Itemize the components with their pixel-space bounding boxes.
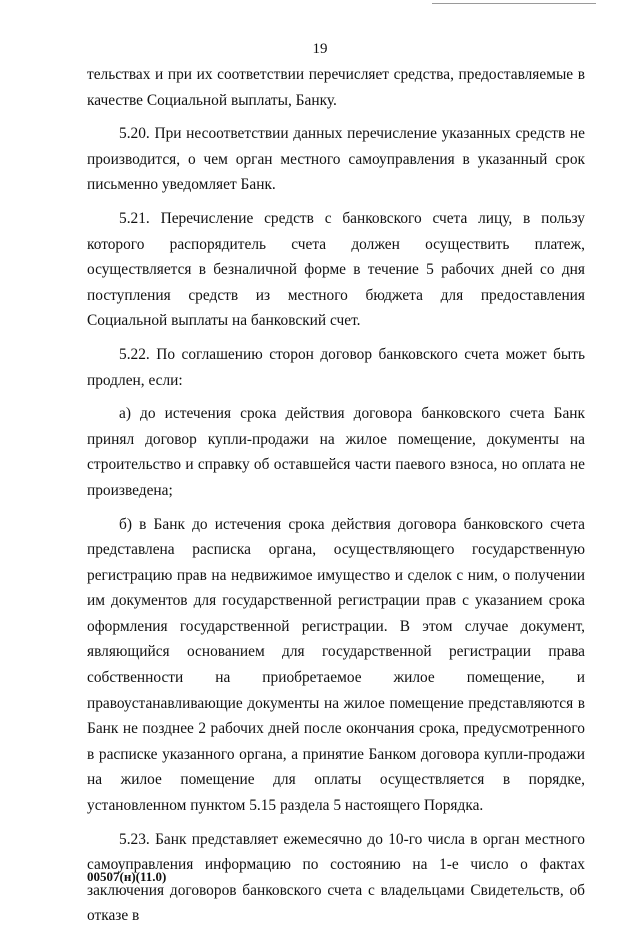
paragraph-5-22-b: б) в Банк до истечения срока действия договора банковского счета представлена расписка органа, осуществляющего государственную регистрацию прав на недвижимое имущество и сделок с ним, о получении им документов для государственной регистрации прав с указанием срока оформления государственной регистрации. В этом случае документ, являющийся основанием для государственной регистрации права собственности на приобретаемое жилое помещение, и правоустанавливающие документы на жилое помещение представляются в Банк не позднее 2 рабочих дней после окончания срока, предусмотренного в расписке указанного органа, а принятие Банком договора купли-продажи на жилое помещение для оплаты осуществляется в порядке, установленном пунктом 5.15 раздела 5 настоящего Порядка.: [87, 515, 585, 815]
paragraph-5-22-a: а) до истечения срока действия договора банковского счета Банк принял договор купли-продажи на жилое помещение, документы на строительство и справку об оставшейся части паевого взноса, но оплата не произведена;: [87, 405, 585, 499]
paragraph-continuation: тельствах и при их соответствии перечисляет средства, предоставляемые в качестве Социальной выплаты, Банку.: [87, 66, 585, 109]
paragraph-5-21: 5.21. Перечисление средств с банковского счета лицу, в пользу которого распорядитель счета должен осуществить платеж, осуществляется в безналичной форме в течение 5 рабочих дней со дня поступления средств из местного бюджета для предоставления Социальной выплаты на банковский счет.: [87, 209, 585, 330]
paragraph-5-22: 5.22. По соглашению сторон договор банковского счета может быть продлен, если:: [87, 345, 585, 389]
document-body: [87, 62, 585, 937]
page-number: 19: [312, 41, 328, 57]
paragraph-5-20: 5.20. При несоответствии данных перечисление указанных средств не производится, о чем орган местного самоуправления в указанный срок письменно уведомляет Банк.: [87, 125, 585, 194]
header-rule: [432, 3, 596, 4]
paragraph-5-23: 5.23. Банк представляет ежемесячно до 10-го числа в орган местного самоуправления информацию по состоянию на 1-е число о фактах заключения договоров банковского счета с владельцами Свидетельств, об отказе в: [87, 830, 585, 925]
document-code: 00507(н)(11.0): [87, 869, 167, 884]
